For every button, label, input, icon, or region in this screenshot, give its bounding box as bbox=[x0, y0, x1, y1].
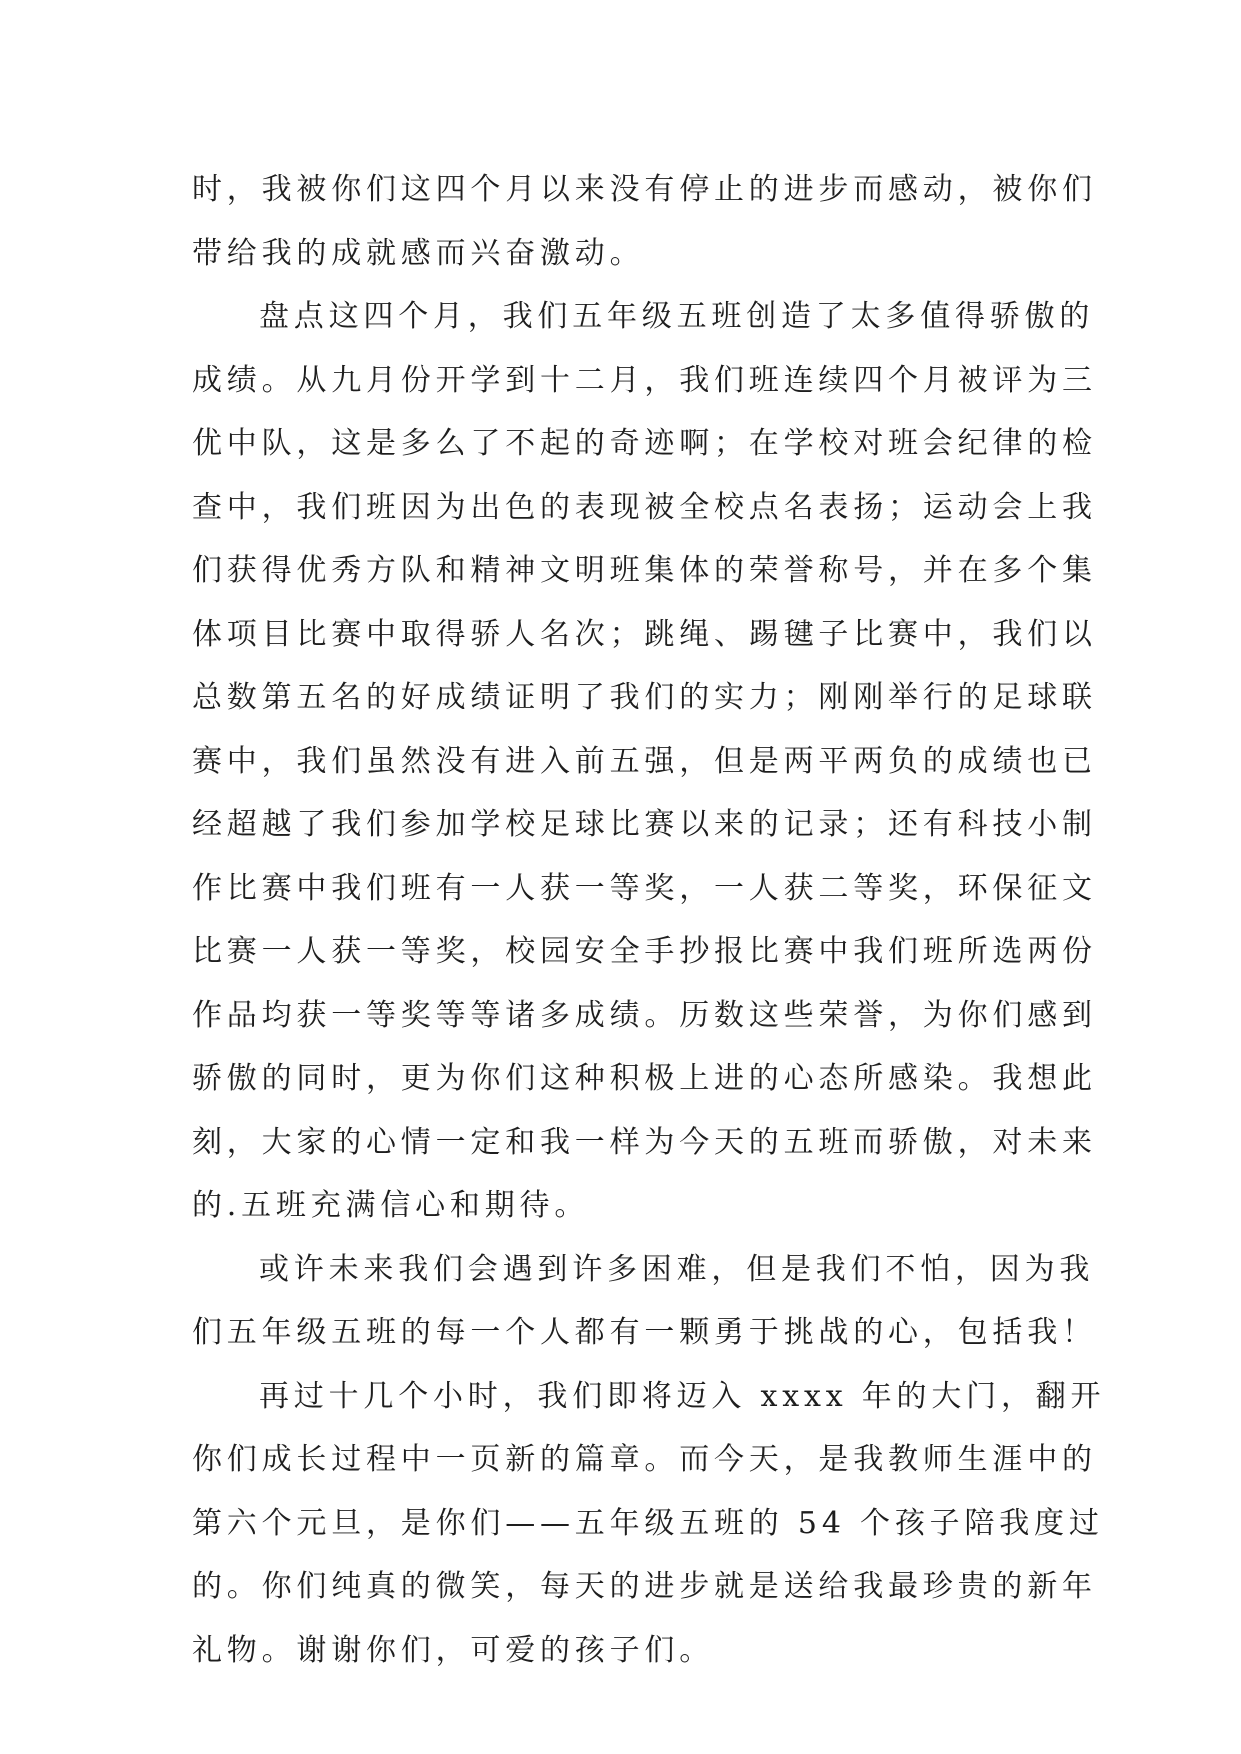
text-line: 经超越了我们参加学校足球比赛以来的记录；还有科技小制 bbox=[192, 807, 1097, 842]
text-line: 赛中，我们虽然没有进入前五强，但是两平两负的成绩也已 bbox=[192, 743, 1097, 779]
text-line: 查中，我们班因为出色的表现被全校点名表扬；运动会上我 bbox=[192, 489, 1097, 525]
text-line: 的。你们纯真的微笑，每天的进步就是送给我最珍贵的新年 bbox=[192, 1569, 1097, 1604]
text-line: 体项目比赛中取得骄人名次；跳绳、踢毽子比赛中，我们以 bbox=[192, 616, 1097, 652]
text-line: 第六个元旦，是你们——五年级五班的 54 个孩子陪我度过 bbox=[192, 1505, 1104, 1541]
text-line: 们获得优秀方队和精神文明班集体的荣誉称号，并在多个集 bbox=[192, 553, 1097, 588]
text-line: 优中队，这是多么了不起的奇迹啊；在学校对班会纪律的检 bbox=[192, 426, 1097, 461]
text-line: 骄傲的同时，更为你们这种积极上进的心态所感染。我想此 bbox=[192, 1061, 1097, 1096]
text-line: 作品均获一等奖等等诸多成绩。历数这些荣誉，为你们感到 bbox=[192, 997, 1097, 1033]
text-line: 时，我被你们这四个月以来没有停止的进步而感动，被你们 bbox=[192, 172, 1097, 207]
text-line: 礼物。谢谢你们，可爱的孩子们。 bbox=[192, 1632, 714, 1668]
text-line: 刻，大家的心情一定和我一样为今天的五班而骄傲，对未来 bbox=[192, 1124, 1097, 1160]
text-line: 带给我的成就感而兴奋激动。 bbox=[192, 235, 645, 271]
text-line: 作比赛中我们班有一人获一等奖，一人获二等奖，环保征文 bbox=[192, 870, 1097, 906]
text-line: 的.五班充满信心和期待。 bbox=[192, 1188, 590, 1223]
text-line: 盘点这四个月，我们五年级五班创造了太多值得骄傲的 bbox=[259, 299, 1095, 334]
text-line: 或许未来我们会遇到许多困难，但是我们不怕，因为我 bbox=[259, 1251, 1095, 1287]
text-line: 再过十几个小时，我们即将迈入 xxxx 年的大门，翻开 bbox=[259, 1378, 1106, 1414]
document-body bbox=[192, 158, 1106, 1682]
text-line: 你们成长过程中一页新的篇章。而今天，是我教师生涯中的 bbox=[192, 1442, 1097, 1477]
text-line: 成绩。从九月份开学到十二月，我们班连续四个月被评为三 bbox=[192, 362, 1097, 398]
text-line: 总数第五名的好成绩证明了我们的实力；刚刚举行的足球联 bbox=[192, 680, 1097, 715]
text-line: 比赛一人获一等奖，校园安全手抄报比赛中我们班所选两份 bbox=[192, 934, 1097, 969]
text-line: 们五年级五班的每一个人都有一颗勇于挑战的心，包括我！ bbox=[192, 1315, 1097, 1350]
